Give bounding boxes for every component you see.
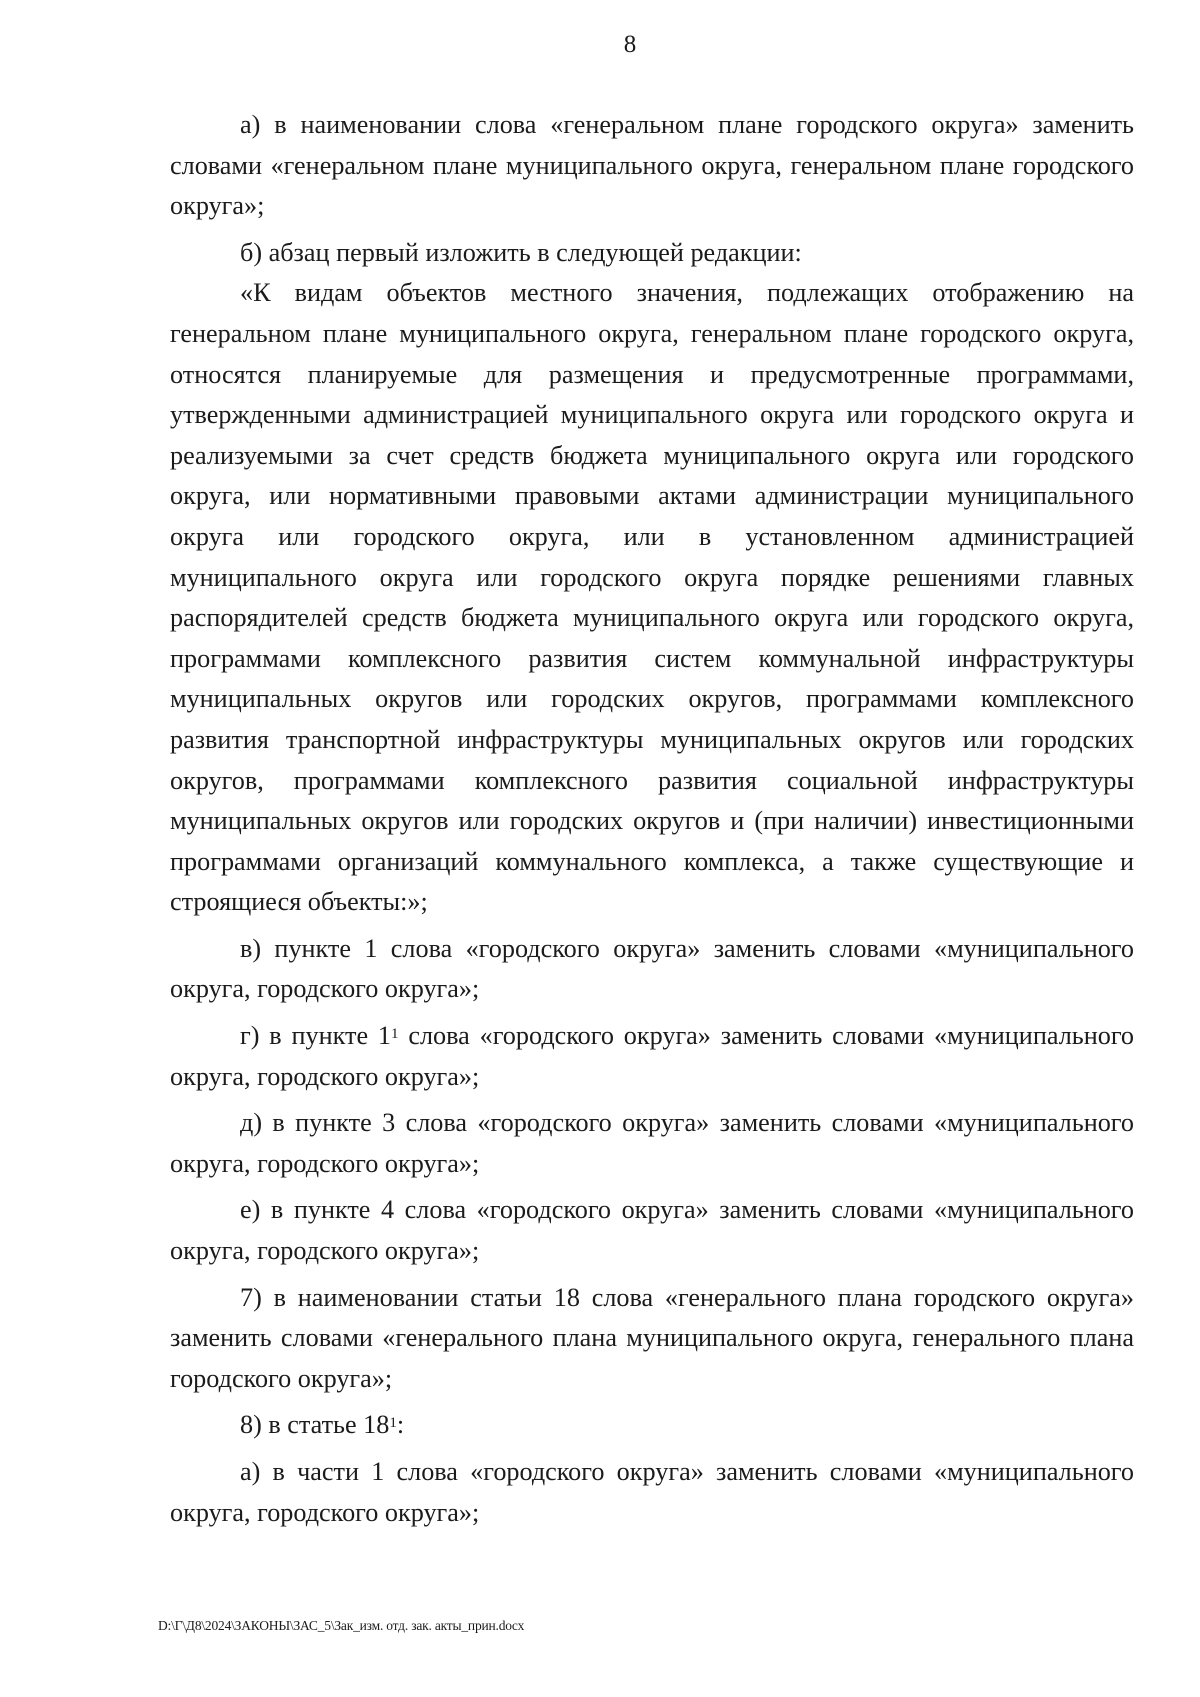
superscript: 1: [391, 1026, 399, 1043]
paragraph-7-article-18: 7) в наименовании статьи 18 слова «генерального плана городского округа» заменить словами «генерального плана муниципального округа, генерального плана городского округа»;: [170, 1282, 1134, 1393]
document-body: [170, 105, 1134, 1533]
paragraph-text: :: [396, 1410, 405, 1440]
page-number: 8: [623, 31, 637, 58]
paragraph-quoted-objects: «К видам объектов местного значения, подлежащих отображению на генеральном плане муниципального округа, генеральном плане городского округа, относятся планируемые для размещения и предусмотренные программами, утвержденными администрацией муниципального округа или городского округа и реализуемыми за счет средств бюджета муниципального округа или городского округа, или нормативными правовыми актами администрации муниципального округа или городского округа, или в установленном администрацией муниципального округа или городского округа порядке решениями главных распорядителей средств бюджета муниципального округа или городского округа, программами комплексного развития систем коммунальной инфраструктуры муниципальных округов или городских округов, программами комплексного развития транспортной инфраструктуры муниципальных округов или городских округов, программами комплексного развития социальной инфраструктуры муниципальных округов или городских округов и (при наличии) инвестиционными программами организаций коммунального комплекса, а также существующие и строящиеся объекты:»;: [170, 278, 1134, 917]
paragraph-v-punkt-1: в) пункте 1 слова «городского округа» заменить словами «муниципального округа, городского округа»;: [170, 933, 1134, 1004]
file-path-footer: D:\Г\Д8\2024\ЗАКОНЫ\ЗАС_5\Зак_изм. отд. зак. акты_прин.docx: [158, 1618, 525, 1633]
paragraph-e-punkt-4: е) в пункте 4 слова «городского округа» заменить словами «муниципального округа, городского округа»;: [170, 1195, 1134, 1266]
paragraph-8-article-18-1: [170, 1405, 1134, 1446]
paragraph-text: слова «городского округа» заменить словами «муниципального округа, городского округа»;: [170, 1021, 1134, 1091]
paragraph-text: 8) в статье 18: [240, 1410, 390, 1440]
superscript: 1: [389, 1415, 397, 1432]
paragraph-a-part-1: а) в части 1 слова «городского округа» заменить словами «муниципального округа, городского округа»;: [170, 1457, 1134, 1527]
paragraph-b-first-abzats: б) абзац первый изложить в следующей редакции:: [240, 237, 802, 267]
paragraph-text: г) в пункте 1: [240, 1021, 392, 1051]
paragraph-a-naming: а) в наименовании слова «генеральном плане городского округа» заменить словами «генеральном плане муниципального округа, генеральном плане городского округа»;: [170, 110, 1134, 221]
paragraph-d-punkt-3: д) в пункте 3 слова «городского округа» заменить словами «муниципального округа, городского округа»;: [170, 1108, 1134, 1178]
paragraph-g-punkt-1-1: [170, 1016, 1134, 1097]
